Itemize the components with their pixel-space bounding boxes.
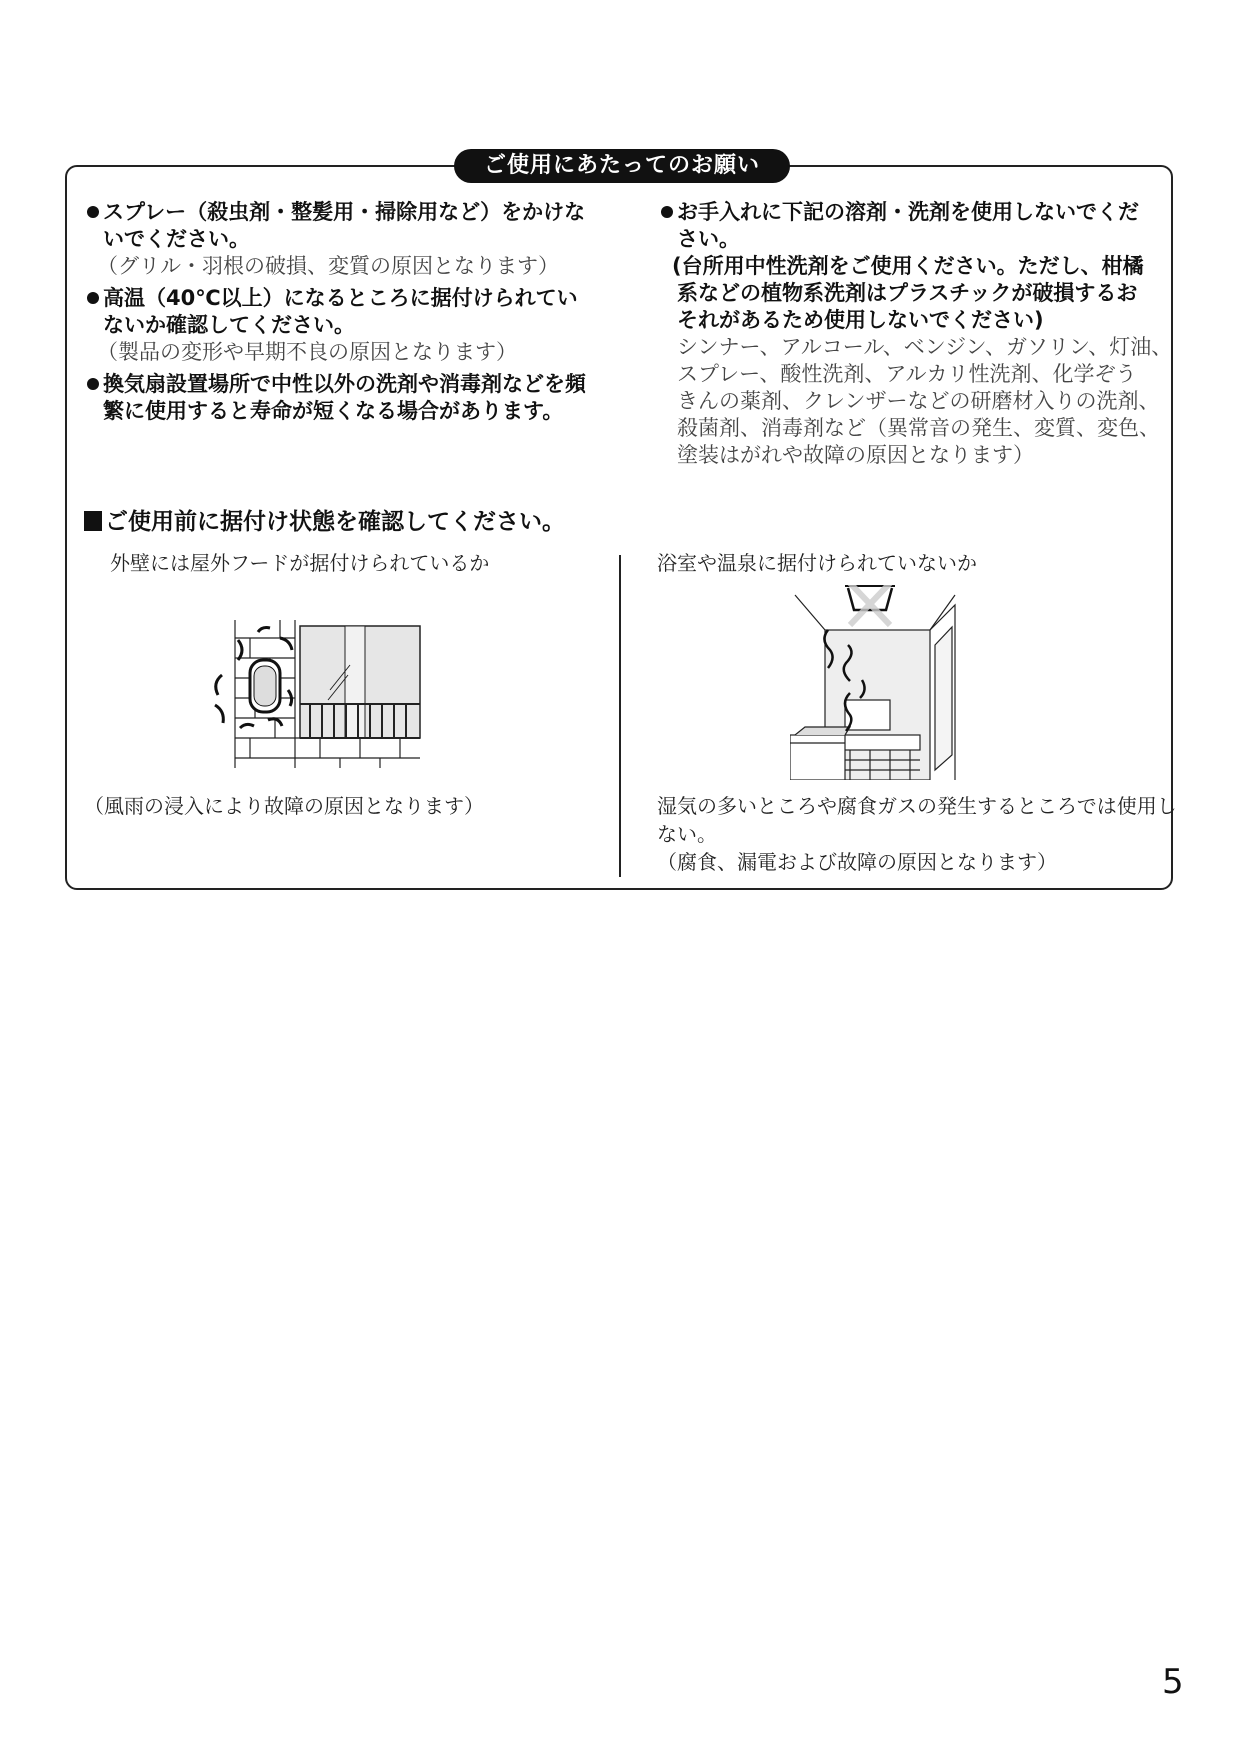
- solvents-line: さい。: [677, 227, 740, 251]
- bullet-spray-note: （グリル・羽根の破損、変質の原因となります）: [97, 254, 559, 278]
- bullet-icon: [87, 378, 99, 390]
- bullet-icon: [87, 206, 99, 218]
- bullet-heat-cont: ないか確認してください。: [103, 313, 355, 337]
- solvents-note: 殺菌剤、消毒剤など（異常音の発生、変質、変色、: [677, 416, 1160, 440]
- bullet-heat: 高温（40℃以上）になるところに据付けられてい: [87, 285, 578, 313]
- bathroom-illustration: [790, 585, 960, 780]
- bullet-heat-note: （製品の変形や早期不良の原因となります）: [97, 340, 517, 364]
- bullet-spray-cont: いでください。: [103, 227, 250, 251]
- install-check-heading: ご使用前に据付け状態を確認してください。: [84, 507, 565, 537]
- solvents-note: 塗装はがれや故障の原因となります）: [677, 443, 1034, 467]
- right-caption: （腐食、漏電および故障の原因となります）: [657, 850, 1057, 874]
- solvents-line: 系などの植物系洗剤はプラスチックが破損するお: [677, 281, 1138, 305]
- bullet-detergent-cont: 繁に使用すると寿命が短くなる場合があります。: [103, 399, 564, 423]
- solvents-note: スプレー、酸性洗剤、アルカリ性洗剤、化学ぞう: [677, 362, 1137, 386]
- left-subtitle: 外壁には屋外フードが据付けられているか: [110, 551, 490, 575]
- right-caption: ない。: [657, 822, 717, 846]
- left-caption: （風雨の浸入により故障の原因となります）: [84, 794, 484, 818]
- bullet-icon: [87, 292, 99, 304]
- column-divider: [619, 555, 621, 877]
- page-number: 5: [1162, 1662, 1184, 1702]
- solvents-line: それがあるため使用しないでください): [677, 308, 1044, 332]
- solvents-note: きんの薬剤、クレンザーなどの研磨材入りの洗剤、: [677, 389, 1160, 413]
- square-bullet-icon: [84, 511, 102, 531]
- right-subtitle: 浴室や温泉に据付けられていないか: [657, 551, 977, 575]
- solvents-note: シンナー、アルコール、ベンジン、ガソリン、灯油、: [677, 335, 1173, 359]
- bullet-detergent: 換気扇設置場所で中性以外の洗剤や消毒剤などを頻: [87, 371, 586, 399]
- notice-title: ご使用にあたってのお願い: [454, 149, 790, 183]
- exterior-hood-illustration: [210, 620, 430, 770]
- right-caption: 湿気の多いところや腐食ガスの発生するところでは使用し: [657, 794, 1177, 818]
- bullet-solvents: お手入れに下記の溶剤・洗剤を使用しないでくだ: [661, 199, 1139, 227]
- bullet-icon: [661, 206, 673, 218]
- bullet-spray: スプレー（殺虫剤・整髪用・掃除用など）をかけな: [87, 199, 585, 227]
- solvents-line: (台所用中性洗剤をご使用ください。ただし、柑橘: [672, 254, 1144, 278]
